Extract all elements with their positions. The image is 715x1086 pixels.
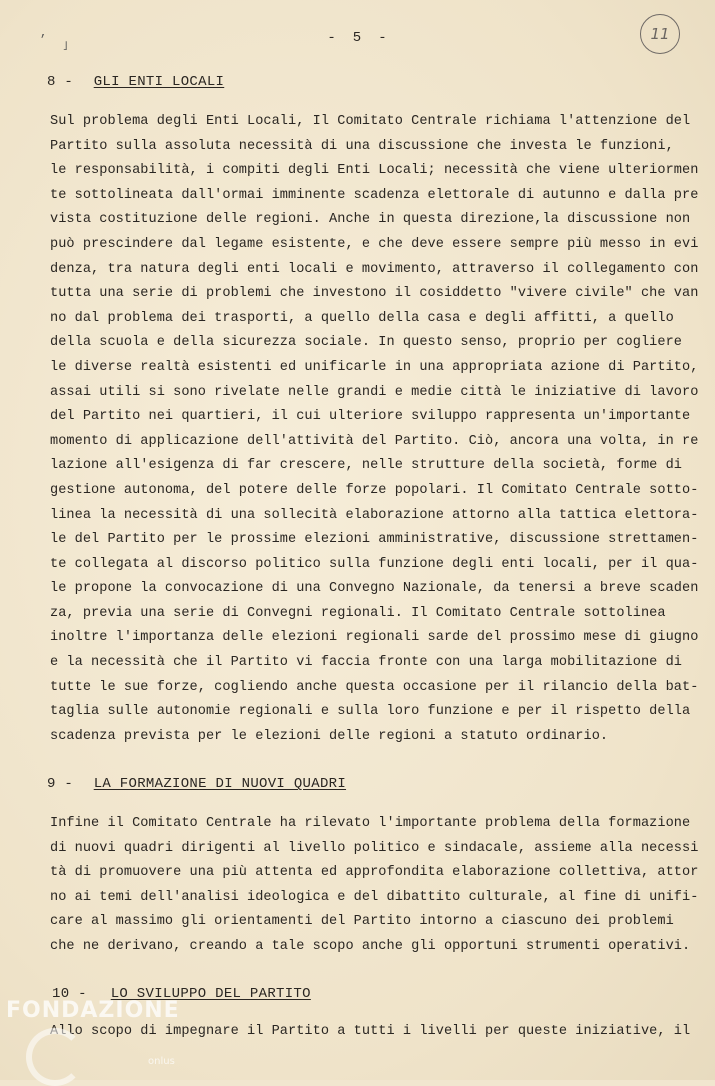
text-line: te collegata al discorso politico sulla funzione degli enti locali, per il qua- [50, 556, 699, 572]
corner-mark: , ˩ [40, 26, 69, 54]
text-line: no ai temi dell'analisi ideologica e del dibattito culturale, al fine di unifi- [50, 889, 699, 905]
section-8-body [50, 110, 710, 749]
text-line: linea la necessità di una sollecità elaborazione attorno alla tattica elettora- [50, 507, 699, 523]
section-title: LA FORMAZIONE DI NUOVI QUADRI [93, 776, 347, 792]
text-line: tutte le sue forze, cogliendo anche questa occasione per il rilancio della bat- [50, 679, 699, 695]
text-line: Allo scopo di impegnare il Partito a tutti i livelli per queste iniziative, il [50, 1024, 691, 1039]
watermark-text: FONDAZIONE [6, 998, 180, 1023]
text-line: del Partito nei quartieri, il cui ulteriore sviluppo rappresenta un'importante [50, 409, 691, 425]
text-line: za, previa una serie di Convegni regionali. Il Comitato Centrale sottolinea [50, 605, 666, 621]
text-line: no dal problema dei trasporti, a quello della casa e degli affitti, a quello [50, 310, 674, 326]
section-heading-8 [47, 74, 224, 90]
page-number: - 5 - [327, 30, 388, 46]
text-line: le diverse realtà esistenti ed unificarle in una appropriata azione di Partito, [50, 359, 699, 375]
text-line: le propone la convocazione di una Convegno Nazionale, da tenersi a breve scaden [50, 581, 699, 597]
section-10-body [50, 1020, 710, 1045]
text-line: della scuola e della sicurezza sociale. In questo senso, proprio per cogliere [50, 335, 682, 351]
text-line: tà di promuovere una più attenta ed approfondita elaborazione collettiva, attor [50, 865, 699, 881]
section-title: GLI ENTI LOCALI [93, 74, 225, 90]
text-line: taglia sulle autonomie regionali e sulla loro funzione e per il rispetto della [50, 704, 691, 720]
text-line: gestione autonoma, del potere delle forze popolari. Il Comitato Centrale sotto- [50, 482, 699, 498]
text-line: le del Partito per le prossime elezioni amministrative, discussione strettamen- [50, 532, 699, 548]
text-line: momento di applicazione dell'attività del Partito. Ciò, ancora una volta, in re [50, 433, 699, 449]
section-number: 9 - [47, 776, 74, 792]
text-line: vista costituzione delle regioni. Anche in questa direzione,la discussione non [50, 212, 691, 228]
text-line: e la necessità che il Partito vi faccia fronte con una larga mobilitazione di [50, 655, 682, 671]
text-line: Sul problema degli Enti Locali, Il Comitato Centrale richiama l'attenzione del [50, 114, 691, 129]
page-stamp: 11 [640, 14, 680, 54]
text-line: tutta una serie di problemi che investono il cosiddetto "vivere civile" che van [50, 286, 699, 302]
watermark-subtext: onlus [148, 1056, 175, 1067]
section-heading-9 [47, 776, 346, 792]
text-line: le responsabilità, i compiti degli Enti Locali; necessità che viene ulteriormen [50, 163, 699, 179]
text-line: care al massimo gli orientamenti del Partito intorno a ciascuno dei problemi [50, 914, 674, 930]
watermark-logo-icon [26, 1028, 84, 1086]
section-9-body [50, 812, 710, 960]
text-line: Infine il Comitato Centrale ha rilevato l'importante problema della formazione [50, 816, 691, 831]
text-line: può prescindere dal legame esistente, e che deve essere sempre più messo in evi [50, 236, 699, 252]
text-line: inoltre l'importanza delle elezioni regionali sarde del prossimo mese di giugno [50, 630, 699, 646]
text-line: lazione all'esigenza di far crescere, nelle strutture della società, forme di [50, 458, 682, 474]
section-number: 10 - [52, 986, 87, 1002]
section-title: LO SVILUPPO DEL PARTITO [110, 986, 311, 1002]
text-line: te sottolineata dall'ormai imminente scadenza elettorale di autunno e dalla pre [50, 187, 699, 203]
text-line: denza, tra natura degli enti locali e movimento, attraverso il collegamento con [50, 261, 699, 277]
text-line: assai utili si sono rivelate nelle grandi e medie città le iniziative di lavoro [50, 384, 699, 400]
text-line: di nuovi quadri dirigenti al livello politico e sindacale, assieme alla necessi [50, 840, 699, 856]
section-number: 8 - [47, 74, 74, 90]
text-line: scadenza prevista per le elezioni delle regioni a statuto ordinario. [50, 728, 609, 744]
text-line: Partito sulla assoluta necessità di una discussione che investa le funzioni, [50, 138, 674, 154]
text-line: che ne derivano, creando a tale scopo anche gli opportuni strumenti operativi. [50, 938, 691, 954]
